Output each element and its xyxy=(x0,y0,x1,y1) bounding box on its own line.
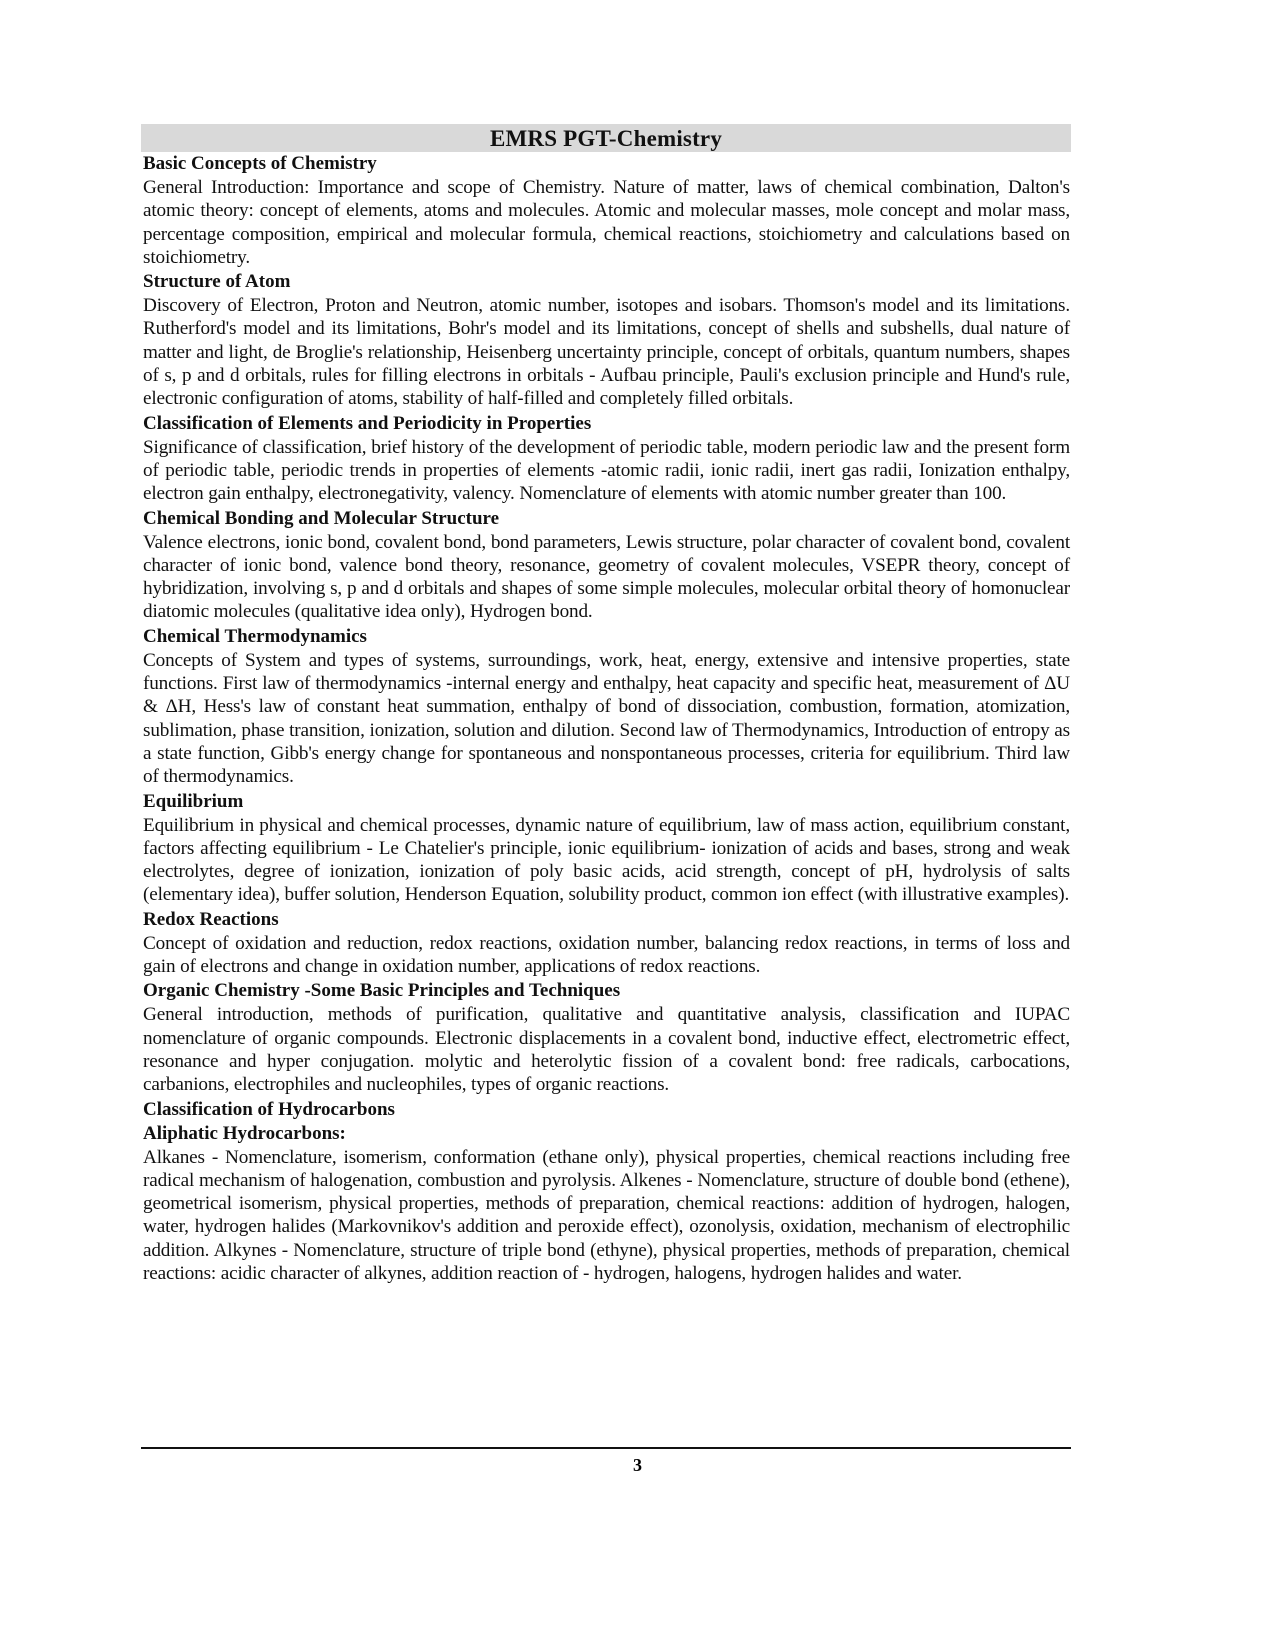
section-body: Concepts of System and types of systems, surroundings, work, heat, energy, extensive and intensive properties, state functions. First law of thermodynamics -internal energy and enthalpy, heat capacity and specific heat, measurement of ΔU & ΔH, Hess's law of constant heat summation, enthalpy of bond of dissociation, combustion, formation, atomization, sublimation, phase transition, ionization, solution and dilution. Second law of Thermodynamics, Introduction of entropy as a state function, Gibb's energy change for spontaneous and nonspontaneous processes, criteria for equilibrium. Third law of thermodynamics. xyxy=(143,649,1070,788)
footer-rule xyxy=(141,1447,1071,1449)
section-heading: Basic Concepts of Chemistry xyxy=(143,153,377,174)
section-heading: Aliphatic Hydrocarbons: xyxy=(143,1122,346,1144)
section-thermodynamics xyxy=(141,625,1071,790)
section-basic-concepts xyxy=(141,152,1071,270)
section-body: Discovery of Electron, Proton and Neutron, atomic number, isotopes and isobars. Thomson's model and its limitations. Rutherford's model and its limitations, Bohr's model and its limitations, concept of shells and subshells, dual nature of matter and light, de Broglie's relationship, Heisenberg uncertainty principle, concept of orbitals, quantum numbers, shapes of s, p and d orbitals, rules for filling electrons in orbitals - Aufbau principle, Pauli's exclusion principle and Hund's rule, electronic configuration of atoms, stability of half-filled and completely filled orbitals. xyxy=(143,295,1070,410)
section-heading: Chemical Bonding and Molecular Structure xyxy=(143,507,500,529)
section-body: Equilibrium in physical and chemical processes, dynamic nature of equilibrium, law of mass action, equilibrium constant, factors affecting equilibrium - Le Chatelier's principle, ionic equilibrium- ionization of acids and bases, strong and weak electrolytes, degree of ionization, ionization of poly basic acids, acid strength, concept of pH, hydrolysis of salts (elementary idea), buffer solution, Henderson Equation, solubility product, common ion effect (with illustrative examples). xyxy=(143,814,1070,906)
section-body: General Introduction: Importance and scope of Chemistry. Nature of matter, laws of chemical combination, Dalton's atomic theory: concept of elements, atoms and molecules. Atomic and molecular masses, mole concept and molar mass, percentage composition, empirical and molecular formula, chemical reactions, stoichiometry and calculations based on stoichiometry. xyxy=(143,177,1070,268)
section-structure-of-atom xyxy=(141,270,1071,411)
section-heading: Structure of Atom xyxy=(143,271,291,293)
section-body: Alkanes - Nomenclature, isomerism, conformation (ethane only), physical properties, chemical reactions including free radical mechanism of halogenation, combustion and pyrolysis. Alkenes - Nomenclature, structure of double bond (ethene), geometrical isomerism, physical properties, methods of preparation, chemical reactions: addition of hydrogen, halogen, water, hydrogen halides (Markovnikov's addition and peroxide effect), ozonolysis, oxidation, mechanism of electrophilic addition. Alkynes - Nomenclature, structure of triple bond (ethyne), physical properties, methods of preparation, chemical reactions: acidic character of alkynes, addition reaction of - hydrogen, halogens, hydrogen halides and water. xyxy=(143,1146,1070,1284)
page-number: 3 xyxy=(633,1455,642,1475)
section-classification-hydrocarbons xyxy=(141,1098,1071,1122)
section-heading: Chemical Thermodynamics xyxy=(143,625,367,647)
section-redox xyxy=(141,908,1071,980)
section-body: Significance of classification, brief history of the development of periodic table, modern periodic law and the present form of periodic table, periodic trends in properties of elements -atomic radii, ionic radii, inert gas radii, Ionization enthalpy, electron gain enthalpy, electronegativity, valency. Nomenclature of elements with atomic number greater than 100. xyxy=(143,436,1070,505)
section-heading: Classification of Hydrocarbons xyxy=(143,1098,395,1120)
section-periodicity xyxy=(141,412,1071,507)
section-aliphatic-hydrocarbons xyxy=(141,1122,1071,1287)
section-body: Valence electrons, ionic bond, covalent bond, bond parameters, Lewis structure, polar character of covalent bond, covalent character of ionic bond, valence bond theory, resonance, geometry of covalent molecules, VSEPR theory, concept of hybridization, involving s, p and d orbitals and shapes of some simple molecules, molecular orbital theory of homonuclear diatomic molecules (qualitative idea only), Hydrogen bond. xyxy=(143,531,1070,623)
section-heading: Organic Chemistry -Some Basic Principles and Techniques xyxy=(143,980,621,1002)
section-body: Concept of oxidation and reduction, redox reactions, oxidation number, balancing redox reactions, in terms of loss and gain of electrons and change in oxidation number, applications of redox reactions. xyxy=(143,932,1070,978)
section-heading: Redox Reactions xyxy=(143,908,279,930)
section-heading: Classification of Elements and Periodicity in Properties xyxy=(143,412,592,434)
section-equilibrium xyxy=(141,790,1071,908)
section-chemical-bonding xyxy=(141,507,1071,625)
page-title: EMRS PGT-Chemistry xyxy=(141,124,1071,152)
section-heading: Equilibrium xyxy=(143,790,244,812)
section-body: General introduction, methods of purification, qualitative and quantitative analysis, classification and IUPAC nomenclature of organic compounds. Electronic displacements in a covalent bond, inductive effect, electrometric effect, resonance and hyper conjugation. molytic and heterolytic fission of a covalent bond: free radicals, carbocations, carbanions, electrophiles and nucleophiles, types of organic reactions. xyxy=(143,1004,1070,1096)
syllabus-page xyxy=(141,124,1071,1286)
section-organic-chemistry xyxy=(141,979,1071,1097)
